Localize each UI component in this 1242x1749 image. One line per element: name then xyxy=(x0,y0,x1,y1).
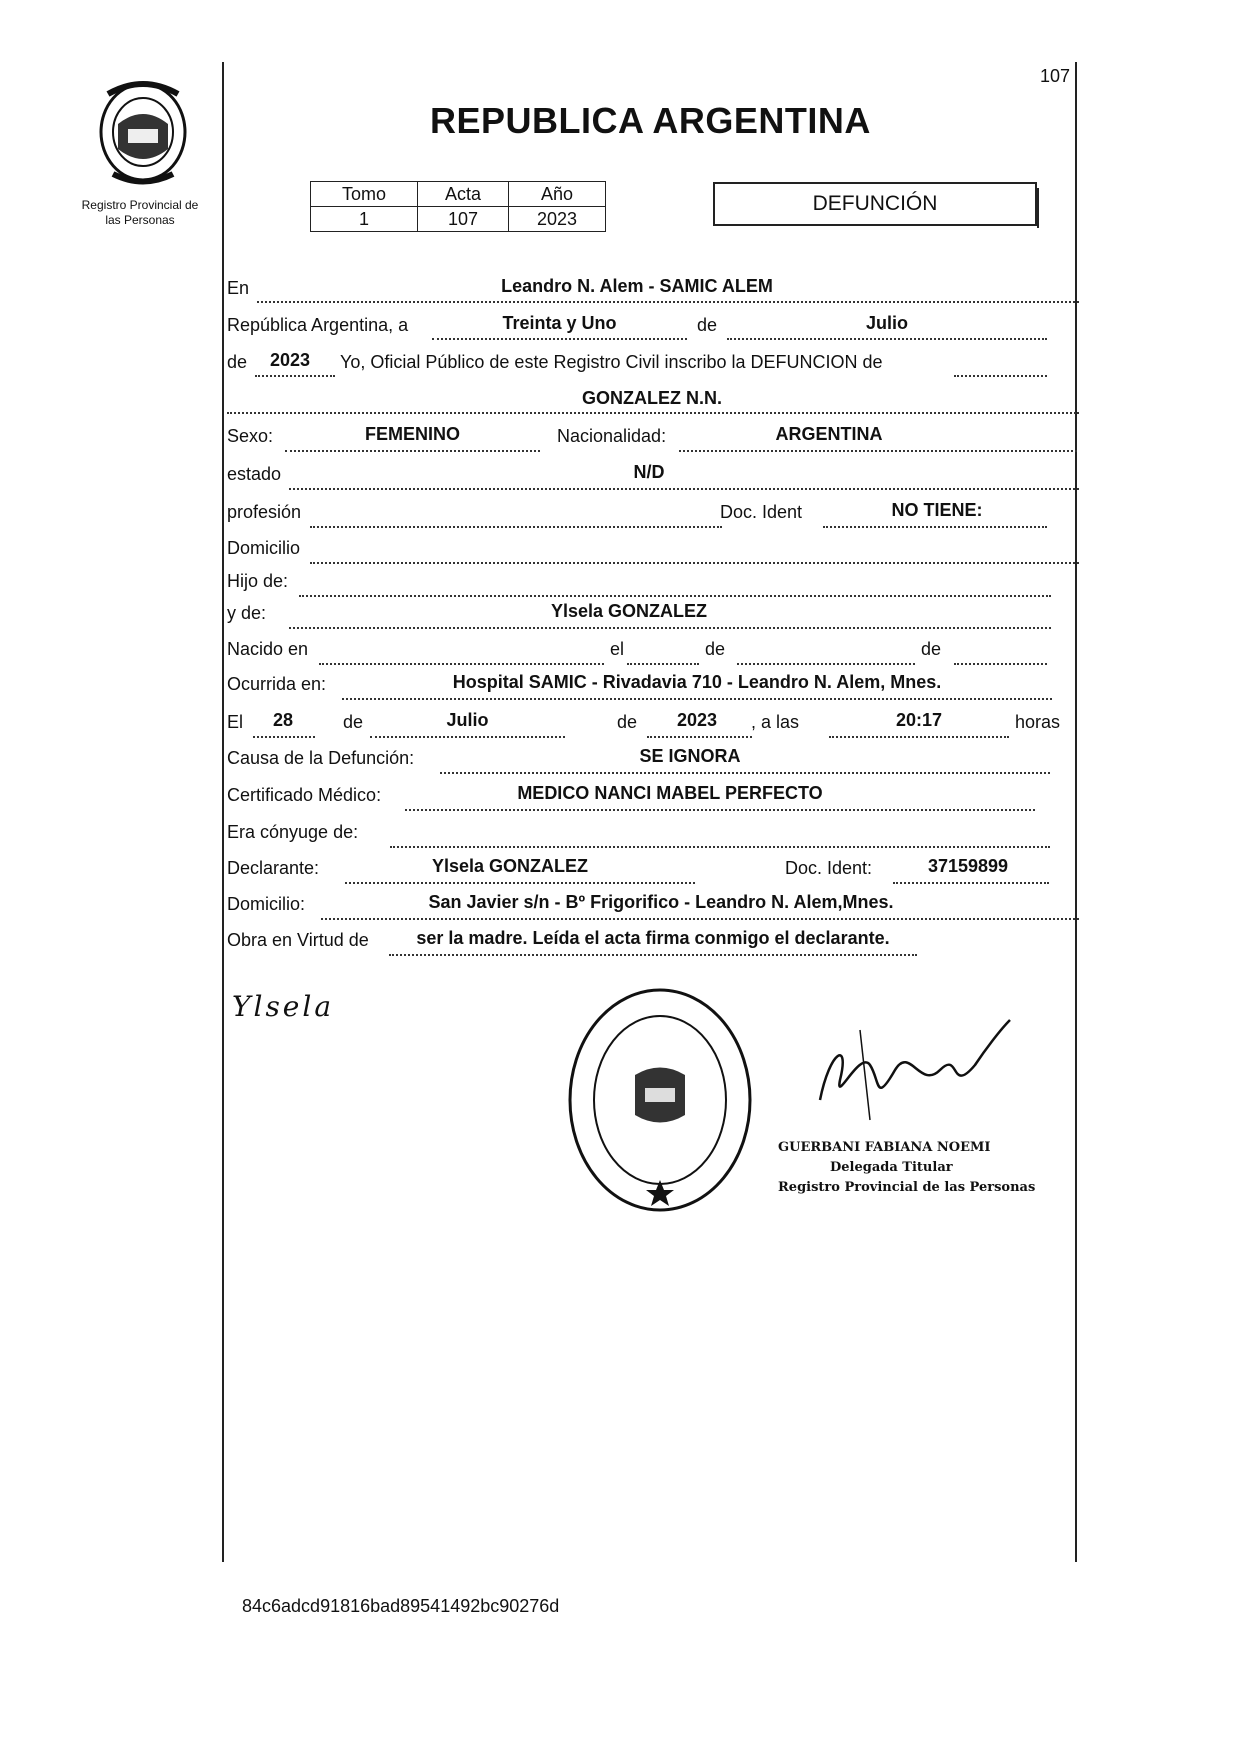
decl-doc-label: Doc. Ident: xyxy=(785,858,873,878)
row-nacido xyxy=(227,637,1077,671)
dotline xyxy=(405,809,1035,811)
anio-label: Año xyxy=(509,182,606,207)
official-signature-icon xyxy=(800,1010,1030,1130)
horas-label: horas xyxy=(1015,712,1061,732)
row-declarante xyxy=(227,856,1077,890)
row-decl-domicilio xyxy=(227,892,1077,926)
row-deceased xyxy=(227,386,1077,420)
acta-value: 107 xyxy=(418,207,509,232)
doc-ident-label: Doc. Ident xyxy=(720,502,803,522)
row-profesion xyxy=(227,500,1077,534)
row-fecha-defuncion xyxy=(227,710,1077,744)
rep-label: República Argentina, a xyxy=(227,315,409,335)
nacido-de2: de xyxy=(921,639,942,659)
dotline xyxy=(737,663,915,665)
row-hijo xyxy=(227,569,1077,603)
row-conyuge xyxy=(227,820,1077,854)
causa-label: Causa de la Defunción: xyxy=(227,748,415,768)
el-label: El xyxy=(227,712,244,732)
dotline xyxy=(432,338,687,340)
nac-label: Nacionalidad: xyxy=(557,426,667,446)
year-value: 2023 xyxy=(269,350,311,370)
el-day: 28 xyxy=(272,710,294,730)
dotline xyxy=(310,562,1079,564)
en-value: Leandro N. Alem - SAMIC ALEM xyxy=(501,276,773,296)
dotline xyxy=(954,663,1047,665)
profesion-label: profesión xyxy=(227,502,302,522)
row-sexo xyxy=(227,424,1077,458)
el-de1: de xyxy=(343,712,364,732)
declarant-handwritten-signature: Ylsela xyxy=(232,990,335,1023)
hijo-label: Hijo de: xyxy=(227,571,289,591)
row-estado xyxy=(227,462,1077,496)
dotline xyxy=(345,882,695,884)
dotline xyxy=(679,450,1077,452)
de-label: de xyxy=(227,352,248,372)
rep-de: de xyxy=(697,315,718,335)
row-obra xyxy=(227,928,1077,962)
dotline xyxy=(370,736,565,738)
dotline xyxy=(299,595,1051,597)
yo-text: Yo, Oficial Público de este Registro Civil inscribo la DEFUNCION de xyxy=(340,352,883,372)
dotline xyxy=(227,412,1079,414)
hora-value: 20:17 xyxy=(895,710,943,730)
official-name: GUERBANI FABIANA NOEMI xyxy=(778,1140,991,1155)
nacido-label: Nacido en xyxy=(227,639,309,659)
rep-month: Julio xyxy=(865,313,908,333)
deceased-name: GONZALEZ N.N. xyxy=(582,388,722,408)
declarante-label: Declarante: xyxy=(227,858,320,878)
document-type-box: DEFUNCIÓN xyxy=(713,182,1037,226)
document-hash: 84c6adcd91816bad89541492bc90276d xyxy=(242,1596,560,1616)
row-causa xyxy=(227,746,1077,780)
sexo-label: Sexo: xyxy=(227,426,274,446)
dotline xyxy=(342,698,1052,700)
causa-value: SE IGNORA xyxy=(639,746,741,766)
tomo-acta-anio-table xyxy=(310,181,606,232)
page-number: 107 xyxy=(1040,66,1071,86)
row-ocurrida xyxy=(227,672,1077,706)
ocurrida-label: Ocurrida en: xyxy=(227,674,327,694)
provincial-coat-of-arms-icon xyxy=(88,74,198,186)
row-certificado xyxy=(227,783,1077,817)
dotline xyxy=(319,663,604,665)
page-title: REPUBLICA ARGENTINA xyxy=(430,100,871,141)
tomo-value: 1 xyxy=(311,207,418,232)
cert-label: Certificado Médico: xyxy=(227,785,382,805)
nacido-el: el xyxy=(610,639,625,659)
decl-dom-value: San Javier s/n - Bº Frigorifico - Leandro N. Alem,Mnes. xyxy=(428,892,894,912)
domicilio-label: Domicilio xyxy=(227,538,301,558)
estado-label: estado xyxy=(227,464,282,484)
el-month: Julio xyxy=(446,710,489,730)
row-yde xyxy=(227,601,1077,635)
left-margin-line xyxy=(222,62,224,1562)
acta-label: Acta xyxy=(418,182,509,207)
nacido-de1: de xyxy=(705,639,726,659)
cert-value: MEDICO NANCI MABEL PERFECTO xyxy=(517,783,823,803)
dotline xyxy=(390,846,1050,848)
dotline xyxy=(289,488,1079,490)
row-en xyxy=(227,276,1077,310)
decl-doc-value: 37159899 xyxy=(927,856,1009,876)
dotline xyxy=(823,526,1047,528)
en-label: En xyxy=(227,278,250,298)
alas-label: , a las xyxy=(751,712,800,732)
dotline xyxy=(893,882,1049,884)
decl-dom-label: Domicilio: xyxy=(227,894,306,914)
dotline xyxy=(440,772,1050,774)
registry-caption: Registro Provincial de las Personas xyxy=(81,198,199,227)
conyuge-label: Era cónyuge de: xyxy=(227,822,359,842)
row-domicilio xyxy=(227,536,1077,570)
dotline xyxy=(289,627,1051,629)
tomo-label: Tomo xyxy=(311,182,418,207)
el-de2: de xyxy=(617,712,638,732)
yde-value: Ylsela GONZALEZ xyxy=(550,601,708,621)
official-role: Delegada Titular xyxy=(830,1160,953,1175)
obra-label: Obra en Virtud de xyxy=(227,930,369,950)
official-stamp-icon xyxy=(560,980,760,1220)
dotline xyxy=(321,918,1079,920)
dotline xyxy=(285,450,540,452)
dotline xyxy=(253,736,315,738)
declarante-value: Ylsela GONZALEZ xyxy=(431,856,589,876)
dotline xyxy=(954,375,1047,377)
dotline xyxy=(627,663,699,665)
nac-value: ARGENTINA xyxy=(775,424,883,444)
sexo-value: FEMENINO xyxy=(364,424,460,444)
estado-value: N/D xyxy=(633,462,665,482)
dotline xyxy=(647,736,752,738)
row-de-year xyxy=(227,350,1077,384)
el-year: 2023 xyxy=(676,710,718,730)
dotline xyxy=(389,954,917,956)
dotline xyxy=(255,375,335,377)
dotline xyxy=(310,526,722,528)
anio-value: 2023 xyxy=(509,207,606,232)
official-office: Registro Provincial de las Personas xyxy=(778,1180,1036,1195)
yde-label: y de: xyxy=(227,603,267,623)
dotline xyxy=(829,736,1009,738)
row-republica xyxy=(227,313,1077,347)
obra-value: ser la madre. Leída el acta firma conmigo el declarante. xyxy=(416,928,890,948)
ocurrida-value: Hospital SAMIC - Rivadavia 710 - Leandro N. Alem, Mnes. xyxy=(452,672,942,692)
dotline xyxy=(727,338,1047,340)
rep-day: Treinta y Uno xyxy=(502,313,617,333)
doc-ident-value: NO TIENE: xyxy=(891,500,983,520)
dotline xyxy=(257,301,1079,303)
